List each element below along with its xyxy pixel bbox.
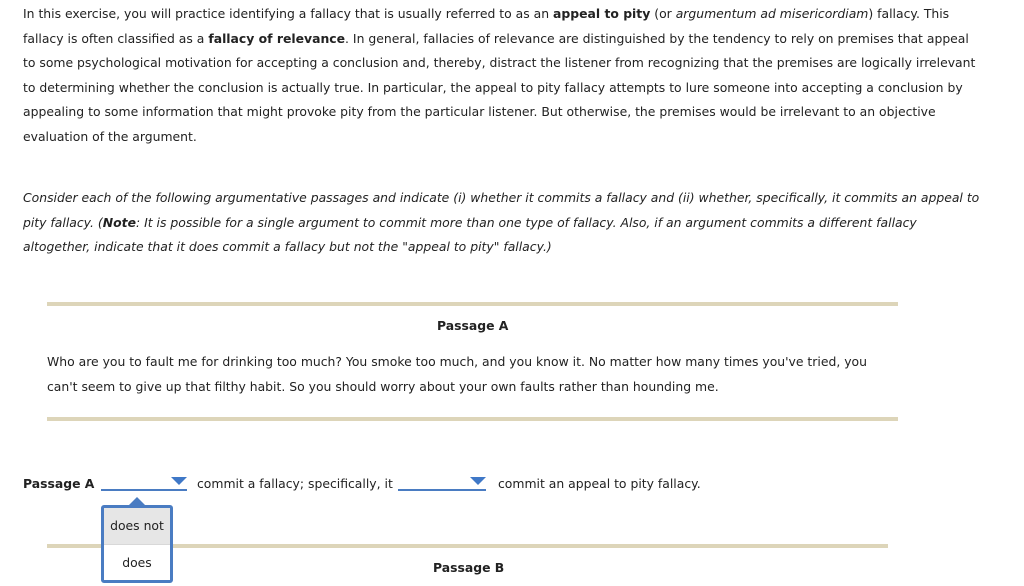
intro-paragraph: In this exercise, you will practice identifying a fallacy that is usually referred to as an appeal to pity (or argumentum ad misericordiam) fallacy. This fallacy is often classified as a fallacy of relevance. In general, fallacies of relevance are distinguished by the tendency to rely on premises that appeal to some psychological motivation for accepting a conclusion and, thereby, distract the listener from recognizing that the premises are logically irrelevant to determining whether the conclusion is actually true. In particular, the appeal to pity fallacy attempts to lure someone into accepting a conclusion by appealing to some information that might provoke pity from the particular listener. But otherwise, the premises would be irrelevant to an objective evaluation of the argument. [23,6,976,144]
passage-a-bottom-rule [47,417,898,421]
option-does-not[interactable]: does not [104,508,170,544]
dropdown-menu [101,505,173,583]
chevron-down-icon[interactable] [470,477,486,485]
passage-a-title: Passage A [437,318,509,333]
chevron-down-icon[interactable] [171,477,187,485]
passage-b-title: Passage B [433,560,505,575]
appeal-to-pity-dropdown[interactable] [398,475,486,491]
question-a-text-2: commit an appeal to pity fallacy. [498,476,701,491]
passage-a-text: Who are you to fault me for drinking too much? You smoke too much, and you know it. No matter how many times you've tried, you can't seem to give up that filthy habit. So you should worry about your own faults rather than hounding me. [47,354,867,394]
fallacy-dropdown[interactable] [101,475,187,491]
passage-b-top-rule [47,544,888,548]
question-a-label: Passage A [23,476,95,491]
question-a-text-1: commit a fallacy; specifically, it [197,476,393,491]
option-does[interactable]: does [104,544,170,581]
passage-a-top-rule [47,302,898,306]
instructions-paragraph: Consider each of the following argumentative passages and indicate (i) whether it commits a fallacy and (ii) whether, specifically, it commits an appeal to pity fallacy. (Note: It is possible for a single argument to commit more than one type of fallacy. Also, if an argument commits a different fallacy altogether, indicate that it does commit a fallacy but not the "appeal to pity" fallacy.) [23,190,980,254]
